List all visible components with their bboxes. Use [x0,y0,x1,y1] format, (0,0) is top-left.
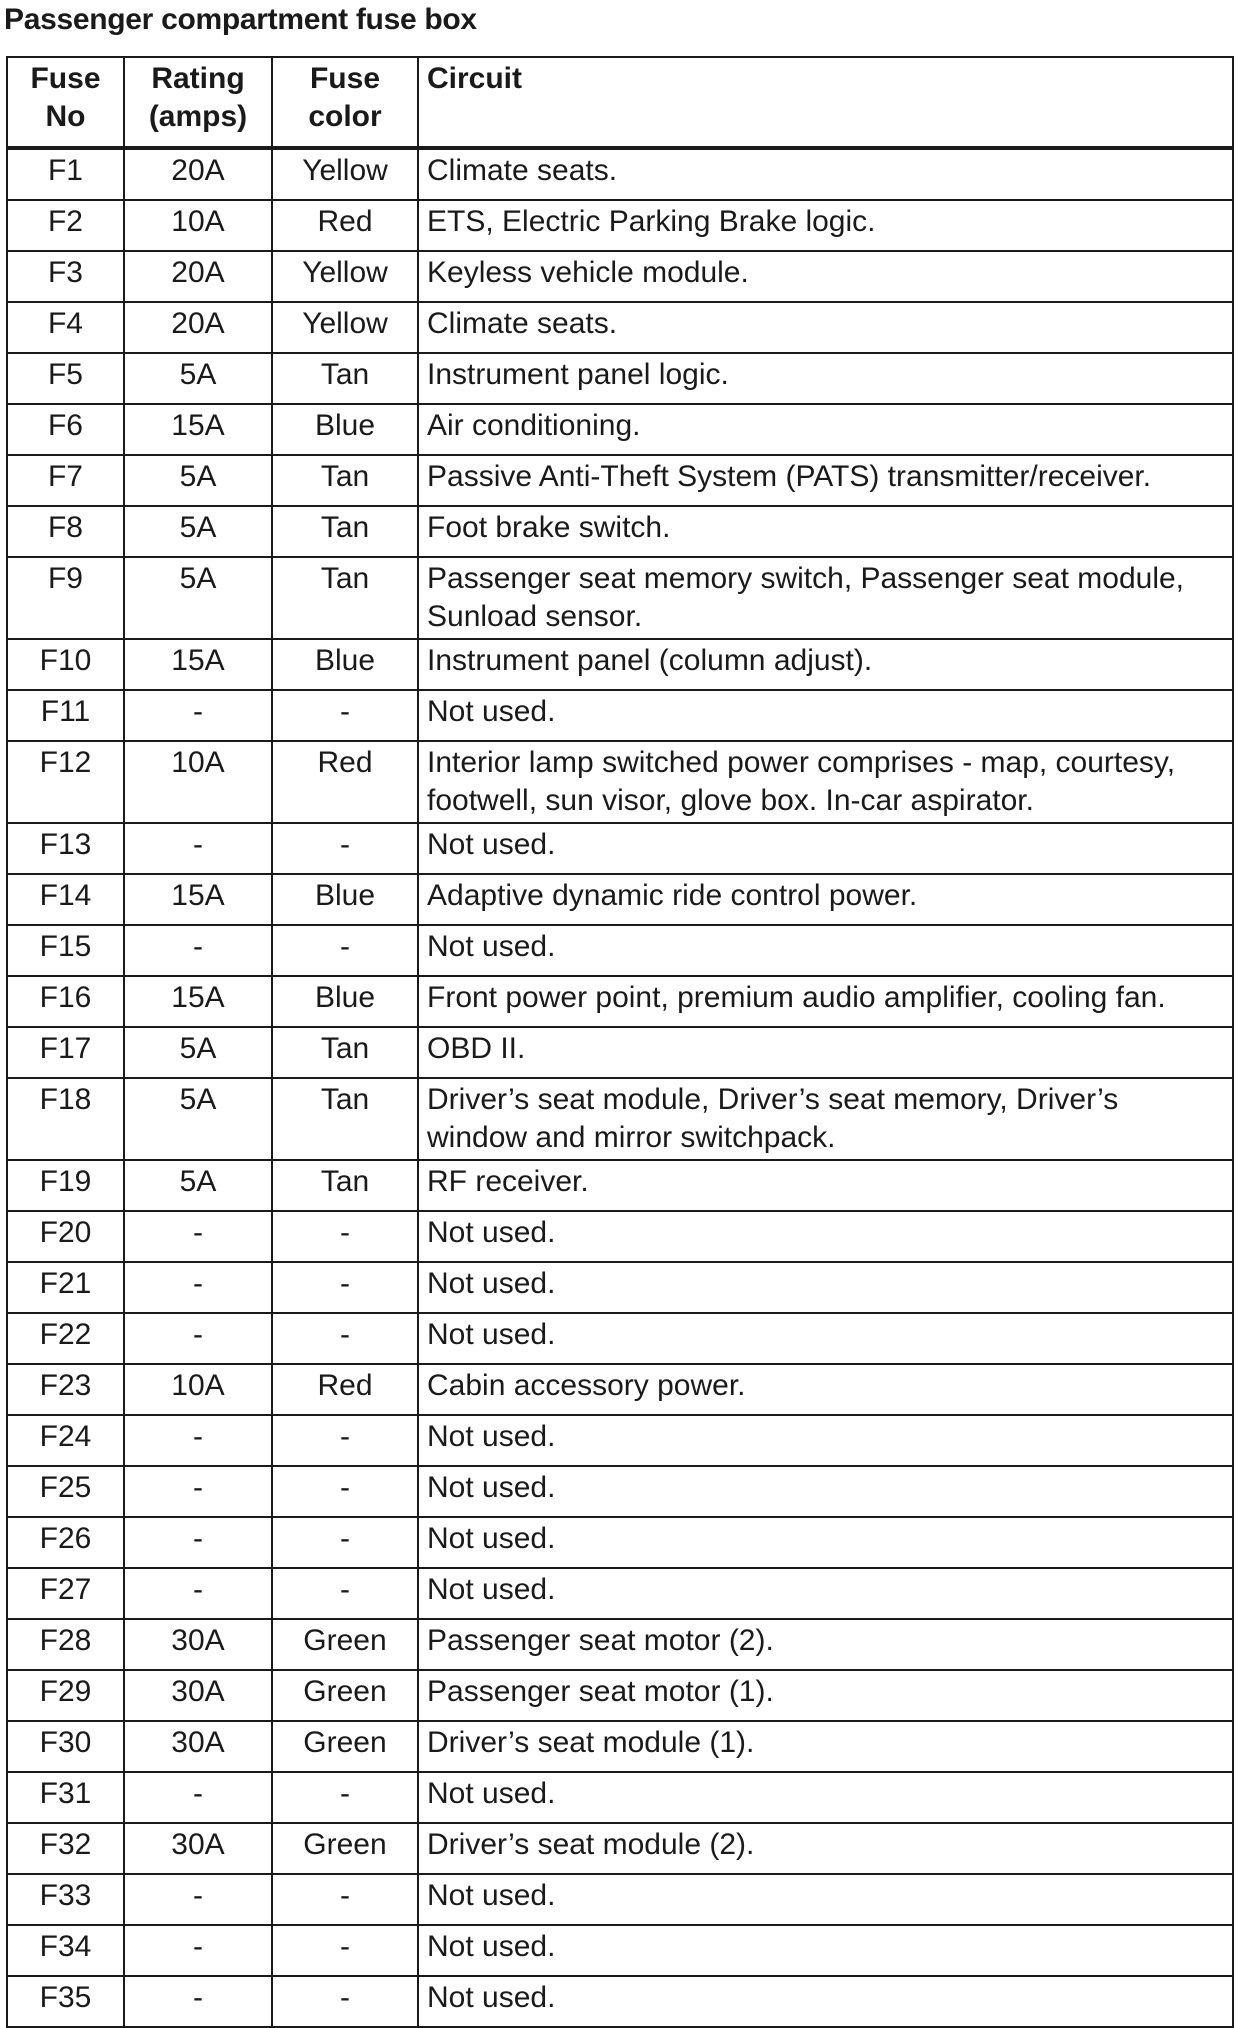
fuse-color-cell: Red [272,741,418,823]
fuse-color-cell: Blue [272,404,418,455]
rating-cell: 5A [124,506,272,557]
circuit-cell: RF receiver. [418,1160,1233,1211]
table-row [7,1262,1233,1313]
circuit-cell: Adaptive dynamic ride control power. [418,874,1233,925]
fuse-no-cell: F27 [7,1568,124,1619]
fuse-no-cell: F7 [7,455,124,506]
table-row [7,741,1233,823]
fuse-no-cell: F33 [7,1874,124,1925]
fuse-color-cell: Green [272,1721,418,1772]
fuse-color-cell: Green [272,1823,418,1874]
circuit-cell: Not used. [418,823,1233,874]
fuse-color-cell: Tan [272,557,418,639]
rating-cell: 15A [124,639,272,690]
table-row [7,1364,1233,1415]
fuse-no-cell: F34 [7,1925,124,1976]
table-row [7,353,1233,404]
header-fuse-color [272,57,418,148]
fuse-no-cell: F15 [7,925,124,976]
fuse-no-cell: F1 [7,148,124,200]
fuse-color-cell: Tan [272,506,418,557]
rating-cell: - [124,1262,272,1313]
fuse-color-cell: - [272,1517,418,1568]
fuse-color-cell: - [272,1415,418,1466]
fuse-no-cell: F17 [7,1027,124,1078]
table-row [7,1211,1233,1262]
rating-cell: 5A [124,1160,272,1211]
fuse-color-cell: Tan [272,1160,418,1211]
rating-cell: 10A [124,1364,272,1415]
rating-cell: - [124,1313,272,1364]
fuse-no-cell: F22 [7,1313,124,1364]
table-row [7,690,1233,741]
fuse-no-cell: F20 [7,1211,124,1262]
fuse-color-cell: - [272,1262,418,1313]
circuit-cell: Not used. [418,925,1233,976]
rating-cell: - [124,925,272,976]
fuse-no-cell: F5 [7,353,124,404]
fuse-no-cell: F4 [7,302,124,353]
rating-cell: 5A [124,353,272,404]
rating-cell: 30A [124,1619,272,1670]
fuse-no-cell: F16 [7,976,124,1027]
fuse-no-cell: F19 [7,1160,124,1211]
rating-cell: 5A [124,1078,272,1160]
rating-cell: 5A [124,455,272,506]
fuse-no-cell: F3 [7,251,124,302]
fuse-no-cell: F30 [7,1721,124,1772]
circuit-cell: Driver’s seat module (1). [418,1721,1233,1772]
fuse-no-cell: F28 [7,1619,124,1670]
table-row [7,1517,1233,1568]
rating-cell: 20A [124,251,272,302]
page-title: Passenger compartment fuse box [4,3,477,36]
table-row [7,1466,1233,1517]
rating-cell: 10A [124,200,272,251]
fuse-no-cell: F26 [7,1517,124,1568]
fuse-no-cell: F32 [7,1823,124,1874]
rating-cell: 5A [124,1027,272,1078]
fuse-color-cell: - [272,823,418,874]
table-row [7,1874,1233,1925]
fuse-color-cell: - [272,690,418,741]
fuse-color-cell: - [272,1874,418,1925]
fuse-no-cell: F6 [7,404,124,455]
rating-cell: 30A [124,1721,272,1772]
table-row [7,1823,1233,1874]
circuit-cell: Not used. [418,1262,1233,1313]
table-row [7,1772,1233,1823]
header-fuse-no [7,57,124,148]
circuit-cell: Climate seats. [418,148,1233,200]
table-row [7,1160,1233,1211]
fuse-no-cell: F18 [7,1078,124,1160]
circuit-cell: Cabin accessory power. [418,1364,1233,1415]
rating-cell: - [124,1976,272,2027]
fuse-no-cell: F21 [7,1262,124,1313]
rating-cell: - [124,823,272,874]
circuit-cell: Passenger seat memory switch, Passenger seat module, Sunload sensor. [418,557,1233,639]
header-fuse-color-line-1: Fuse [309,62,381,95]
table-row [7,823,1233,874]
table-row [7,639,1233,690]
header-rating-line-1: Rating [151,62,245,95]
table-row [7,557,1233,639]
fuse-no-cell: F31 [7,1772,124,1823]
table-row [7,1568,1233,1619]
table-row [7,1721,1233,1772]
fuse-color-cell: Blue [272,874,418,925]
rating-cell: 20A [124,302,272,353]
table-row [7,148,1233,200]
table-row [7,302,1233,353]
rating-cell: - [124,1568,272,1619]
fuse-color-cell: Tan [272,353,418,404]
header-fuse-no-line-2: No [45,100,86,133]
rating-cell: 15A [124,976,272,1027]
table-row [7,1619,1233,1670]
fuse-no-cell: F8 [7,506,124,557]
header-fuse-no-line-1: Fuse [30,62,101,95]
circuit-cell: Instrument panel logic. [418,353,1233,404]
fuse-color-cell: Blue [272,639,418,690]
fuse-no-cell: F2 [7,200,124,251]
circuit-cell: Not used. [418,1415,1233,1466]
circuit-cell: Not used. [418,1976,1233,2027]
fuse-no-cell: F24 [7,1415,124,1466]
table-row [7,455,1233,506]
fuse-no-cell: F35 [7,1976,124,2027]
circuit-cell: Not used. [418,1772,1233,1823]
fuse-color-cell: Tan [272,1078,418,1160]
fuse-no-cell: F25 [7,1466,124,1517]
header-circuit [418,57,1233,148]
circuit-cell: Instrument panel (column adjust). [418,639,1233,690]
table-header [7,57,1233,148]
fuse-color-cell: - [272,1976,418,2027]
fuse-no-cell: F9 [7,557,124,639]
table-row [7,874,1233,925]
rating-cell: 10A [124,741,272,823]
circuit-cell: Passenger seat motor (1). [418,1670,1233,1721]
circuit-cell: ETS, Electric Parking Brake logic. [418,200,1233,251]
rating-cell: - [124,1517,272,1568]
fuse-color-cell: Yellow [272,302,418,353]
table-row [7,1670,1233,1721]
fuse-no-cell: F12 [7,741,124,823]
circuit-cell: Not used. [418,690,1233,741]
table-row [7,1027,1233,1078]
fuse-no-cell: F13 [7,823,124,874]
fuse-no-cell: F14 [7,874,124,925]
circuit-cell: Driver’s seat module, Driver’s seat memory, Driver’s window and mirror switchpack. [418,1078,1233,1160]
fuse-color-cell: - [272,1466,418,1517]
rating-cell: - [124,690,272,741]
circuit-cell: Air conditioning. [418,404,1233,455]
circuit-cell: Not used. [418,1925,1233,1976]
table-row [7,1078,1233,1160]
rating-cell: 20A [124,148,272,200]
table-row [7,1925,1233,1976]
circuit-cell: Not used. [418,1568,1233,1619]
circuit-cell: Not used. [418,1211,1233,1262]
fuse-color-cell: - [272,1313,418,1364]
circuit-cell: Front power point, premium audio amplifier, cooling fan. [418,976,1233,1027]
rating-cell: - [124,1415,272,1466]
rating-cell: 30A [124,1670,272,1721]
fuse-color-cell: - [272,925,418,976]
table-row [7,251,1233,302]
fuse-color-cell: Tan [272,455,418,506]
circuit-cell: Climate seats. [418,302,1233,353]
fuse-color-cell: - [272,1211,418,1262]
table-body [7,148,1233,2027]
circuit-cell: Keyless vehicle module. [418,251,1233,302]
rating-cell: - [124,1772,272,1823]
fuse-color-cell: - [272,1568,418,1619]
circuit-cell: Passive Anti-Theft System (PATS) transmitter/receiver. [418,455,1233,506]
table-row [7,506,1233,557]
table-row [7,1976,1233,2027]
table-row [7,404,1233,455]
table-row [7,976,1233,1027]
fuse-color-cell: Yellow [272,148,418,200]
circuit-cell: OBD II. [418,1027,1233,1078]
rating-cell: - [124,1874,272,1925]
rating-cell: 5A [124,557,272,639]
fuse-no-cell: F11 [7,690,124,741]
fuse-color-cell: Tan [272,1027,418,1078]
header-row [7,57,1233,148]
fuse-table [6,56,1234,2028]
fuse-no-cell: F10 [7,639,124,690]
circuit-cell: Not used. [418,1466,1233,1517]
circuit-cell: Interior lamp switched power comprises - map, courtesy, footwell, sun visor, glove box. In-car aspirator. [418,741,1233,823]
fuse-color-cell: Red [272,200,418,251]
rating-cell: - [124,1211,272,1262]
fuse-color-cell: Yellow [272,251,418,302]
rating-cell: 15A [124,874,272,925]
header-fuse-color-line-2: color [308,100,382,133]
circuit-cell: Not used. [418,1313,1233,1364]
fuse-color-cell: Red [272,1364,418,1415]
table-row [7,1313,1233,1364]
rating-cell: - [124,1925,272,1976]
header-rating-line-2: (amps) [148,100,248,133]
fuse-no-cell: F29 [7,1670,124,1721]
fuse-color-cell: - [272,1925,418,1976]
table-row [7,1415,1233,1466]
fuse-color-cell: Green [272,1619,418,1670]
table-row [7,925,1233,976]
rating-cell: 30A [124,1823,272,1874]
fuse-no-cell: F23 [7,1364,124,1415]
header-circuit-line-1: Circuit [427,62,523,95]
fuse-color-cell: Green [272,1670,418,1721]
circuit-cell: Driver’s seat module (2). [418,1823,1233,1874]
rating-cell: 15A [124,404,272,455]
fuse-color-cell: - [272,1772,418,1823]
table-row [7,200,1233,251]
circuit-cell: Passenger seat motor (2). [418,1619,1233,1670]
circuit-cell: Not used. [418,1517,1233,1568]
circuit-cell: Foot brake switch. [418,506,1233,557]
rating-cell: - [124,1466,272,1517]
circuit-cell: Not used. [418,1874,1233,1925]
header-rating [124,57,272,148]
fuse-color-cell: Blue [272,976,418,1027]
